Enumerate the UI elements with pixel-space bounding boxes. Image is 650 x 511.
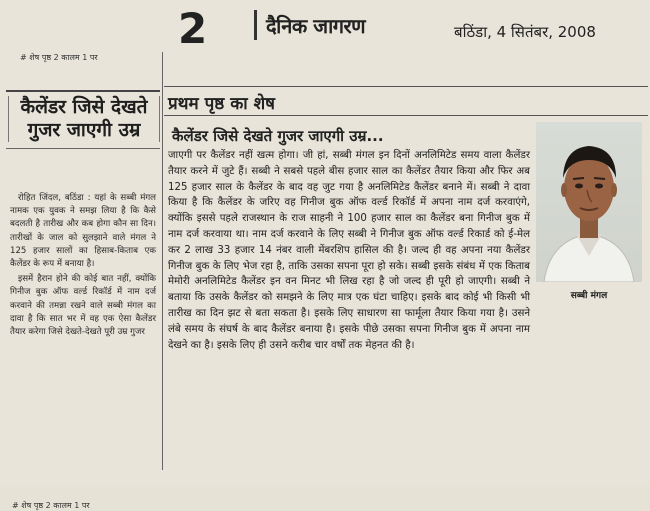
article-text: जाएगी पर कैलेंडर नहीं खत्म होगा। जी हां, सब्बी मंगल इन दिनों अनलिमिटेड समय वाला कैलेंडर तैयार करने में जुटे हैं। सब्बी ने सबसे पहले बीस हजार साल का कैलेंडर तैयार किया और फिर अब 125 हजार साल के कैलेंडर के बाद वह जुट गया है अनलिमिटेड कैलेंडर बनाने में। सब्बी ने दावा किया है कि कैलेंडर के जरिए वह गिनीज बुक ऑफ वर्ल्ड रिकॉर्ड में अपना नाम दर्ज करवाएंगे, क्योंकि इससे पहले राजस्थान के राज साहनी ने 100 हजार साल का कैलेंडर बना गिनीज बुक में नाम दर्ज करवाया था। नाम दर्ज करवाने के लिए सब्बी ने गिनीज बुक ऑफ वर्ल्ड रिकार्ड को ई-मेल कर 2 लाख 33 हजार 14 नंबर वाली मेंबरशिप हासिल की है। जल्द ही वह अपना नया कैलेंडर गिनीज बुक के लिए भेज रहा है, ताकि उसका सपना पूरा हो सके। सब्बी इसके संबंध में एक किताब मेमोरी अनलिमिटेड कैलेंडर इन वन मिनट भी लिख रहा है जो जल्द ही पूरी हो जाएगी। सब्बी ने बताया कि उसके कैलेंडर को समझने के लिए मात्र एक घंटा चाहिए। इसके बाद कोई भी किसी भी तारीख का दिन झट से बता सकता है। इसके लिए साधारण सा फार्मूला तैयार किया गया है। उसने लंबे समय के संघर्ष के बाद कैलेंडर बनाया है। इसके पीछे उसका सपना गिनीज बुक में अपना नाम देखने का है। इसके लिए ही उसने करीब चार वर्षों तक मेहनत की है। [168, 150, 530, 351]
front-page-article [6, 90, 160, 470]
front-page-paragraph: रोहित जिंदल, बठिंडा : यहां के सब्बी मंगल नामक एक युवक ने समझ लिया है कि कैसे बदलती है तारीख और कब होगा कौन सा दिन। तारीखों के जाल को सुलझाने वाले मंगल ने 125 हजार सालों का हिसाब-किताब एक कैलेंडर के रूप में बनाया है। [10, 193, 156, 270]
dateline: बठिंडा, 4 सितंबर, 2008 [454, 23, 596, 41]
photo-box [536, 122, 642, 322]
continuation-note-top: # शेष पृष्ठ 2 कालम 1 पर [20, 53, 98, 62]
newspaper-name: दैनिक जागरण [266, 14, 366, 38]
continued-article [164, 86, 650, 470]
front-page-paragraph: इसमें हैरान होने की कोई बात नहीं, क्योंकि गिनीज बुक ऑफ वर्ल्ड रिकॉर्ड में नाम दर्ज करवाने की तमन्ना रखने वाले सब्बी मंगल का दावा है कि सात भर में वह एक ऐसा कैलेंडर तैयार करेगा जिसे देखते-देखते पूरी उम्र गुजर [10, 274, 156, 338]
front-page-body [10, 192, 156, 341]
column-divider [162, 52, 163, 470]
article-headline: कैलेंडर जिसे देखते गुजर जाएगी उम्र... [172, 127, 384, 145]
continuation-note-bottom: # शेष पृष्ठ 2 कालम 1 पर [12, 501, 90, 510]
section-title: प्रथम पृष्ठ का शेष [168, 94, 275, 114]
page-number: 2 [178, 4, 208, 53]
section-header [164, 86, 648, 116]
photo-caption: सब्बी मंगल [570, 291, 608, 301]
headline-rule [6, 148, 160, 149]
portrait-photo [536, 122, 642, 282]
front-page-column [6, 52, 160, 510]
portrait-illustration [536, 122, 642, 282]
masthead-divider [254, 10, 257, 40]
front-page-headline: कैलेंडर जिसे देखते गुजर जाएगी उम्र [8, 96, 160, 142]
